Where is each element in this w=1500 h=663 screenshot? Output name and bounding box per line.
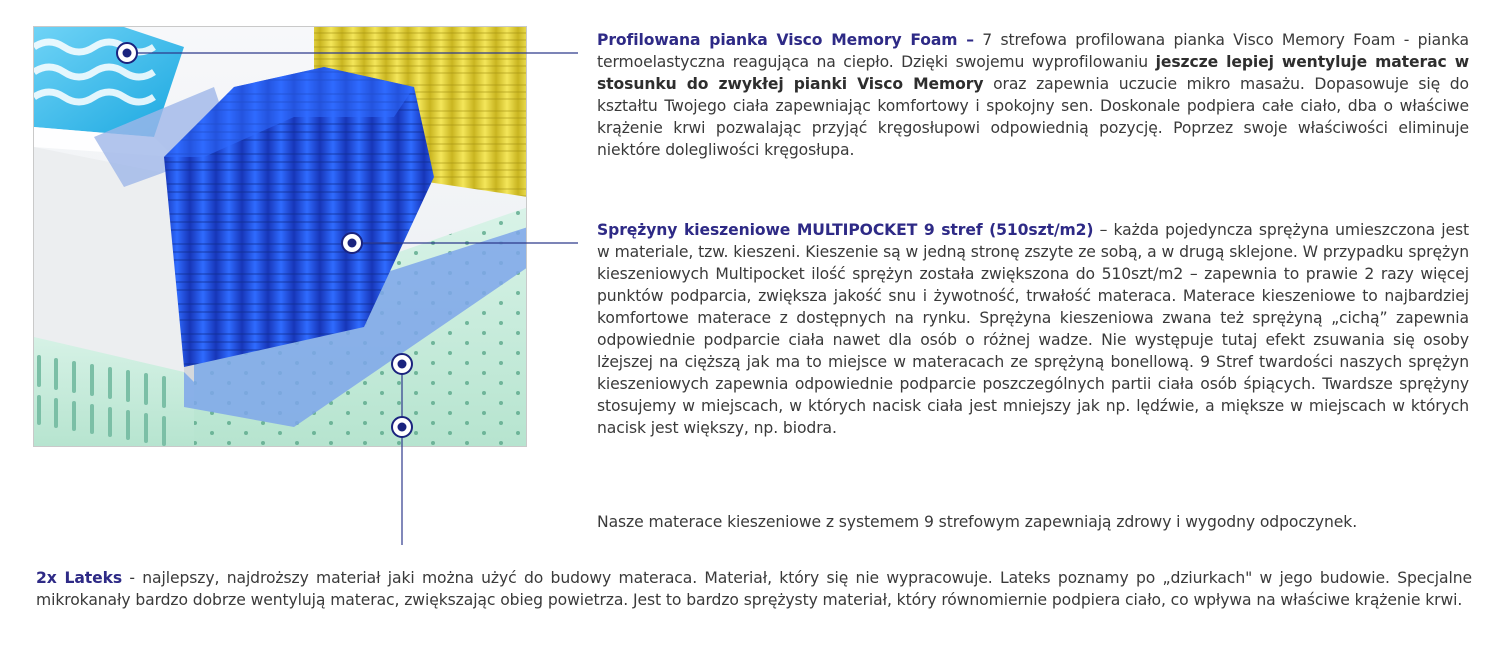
springs-description: [597, 219, 1469, 439]
visco-bold-text: jeszcze lepiej wentyluje materac w stosunku do zwykłej pianki Visco Memory: [597, 53, 1469, 93]
visco-text-1: 7 strefowa profilowana pianka Visco Memory Foam - pianka termoelastyczna reagująca na ciepło. Dzięki swojemu wyprofilowaniu: [597, 31, 1469, 71]
mattress-illustration: [33, 26, 527, 447]
visco-text-2: oraz zapewnia uczucie mikro masażu. Dopasowuje się do kształtu Twojego ciała zapewniając komfortowy i spokojny sen. Doskonale podpiera całe ciało, dba o właściwe krążenie krwi pozwalając przyjąć kręgosłupowi odpowiednią pozycję. Poprzez swoje właściwości eliminuje niektóre dolegliwości kręgosłupa.: [597, 75, 1469, 159]
springs-title: Sprężyny kieszeniowe MULTIPOCKET 9 stref (510szt/m2): [597, 221, 1094, 239]
visco-title: Profilowana pianka Visco Memory Foam –: [597, 31, 974, 49]
springs-footer-text: Nasze materace kieszeniowe z systemem 9 strefowym zapewniają zdrowy i wygodny odpoczynek.: [597, 513, 1358, 531]
visco-description: [597, 29, 1469, 161]
springs-text: – każda pojedyncza sprężyna umieszczona jest w materiale, tzw. kieszeni. Kieszenie są w jedną stronę zszyte ze sobą, a w drugą sklejone. W przypadku sprężyn kieszeniowych Multipocket ilość sprężyn została zwiększona do 510szt/m2 – zapewnia to prawie 2 razy więcej punktów podparcia, zwiększa jakość snu i żywotność, trwałość materaca. Materace kieszeniowe to najbardziej komfortowe materace z dostępnych na rynku. Sprężyna kieszeniowa zwana też sprężyną „cichą” zapewnia odpowiednie podparcie ciała nawet dla osób o różnej wadze. Nie występuje tutaj efekt zsuwania się osoby lżejszej na cięższą jak ma to miejsce w materacach ze sprężyną bonellową. 9 Stref twardości naszych sprężyn kieszeniowych zapewnia odpowiednie podparcie poszczególnych partii ciała osób śpiących. Twardsze sprężyny stosujemy w miejscach, w których nacisk ciała jest mniejszy jak np. lędźwie, a miększe w miejscach w których nacisk jest większy, np. biodra.: [597, 221, 1469, 437]
mattress-cross-section-drawing: [34, 27, 527, 447]
latex-description: [36, 567, 1472, 611]
latex-text: - najlepszy, najdroższy materiał jaki można użyć do budowy materaca. Materiał, który się nie wypracowuje. Lateks poznamy po „dziurkach" w jego budowie. Specjalne mikrokanały bardzo dobrze wentylują materac, zwiększając obieg powietrza. Jest to bardzo sprężysty materiał, który równomiernie podpiera ciało, co wpływa na właściwe krążenie krwi.: [36, 569, 1472, 609]
springs-footer: [597, 511, 1477, 533]
latex-title: 2x Lateks: [36, 569, 123, 587]
